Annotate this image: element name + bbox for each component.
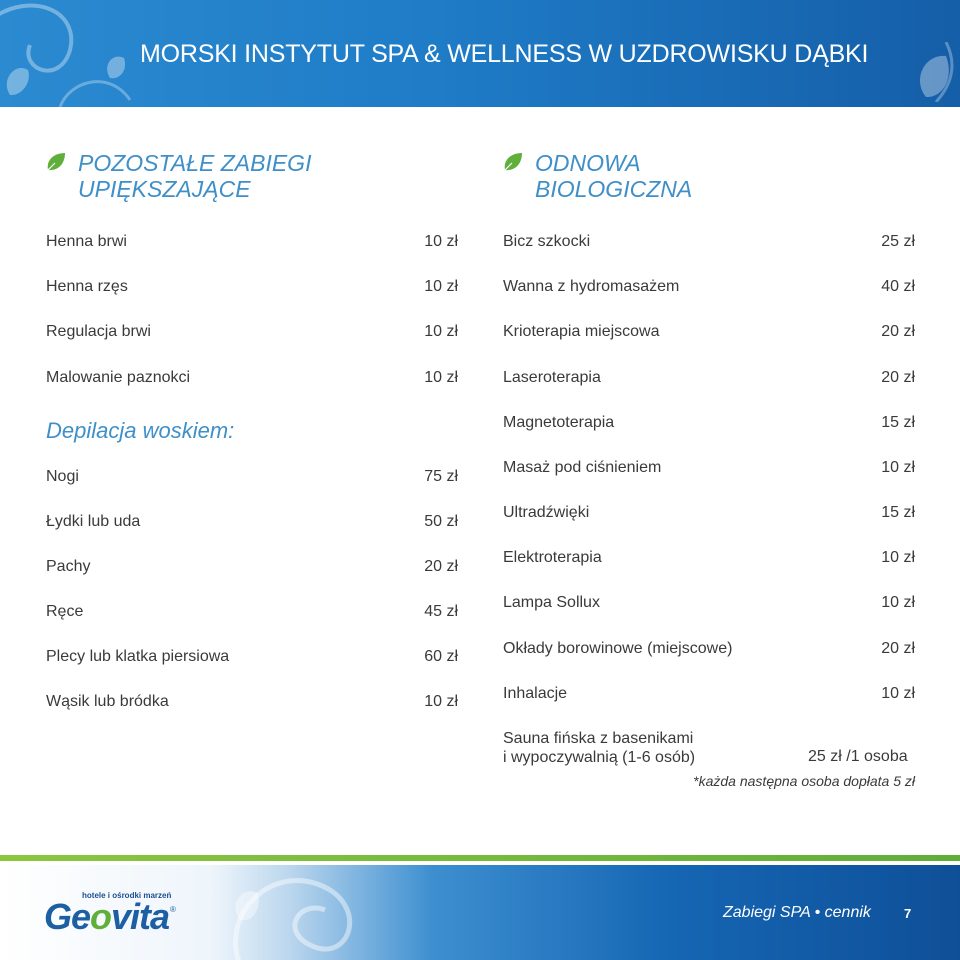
item-name: Laseroterapia (503, 369, 601, 386)
item-price: 10 zł (424, 369, 458, 386)
list-item (46, 690, 458, 714)
list-item (503, 591, 915, 615)
item-name: Ultradźwięki (503, 504, 590, 521)
logo-tagline: hotele i ośrodki marzeń (82, 891, 172, 900)
item-price: 25 zł (881, 233, 915, 250)
page-header (0, 0, 960, 107)
item-name: Lampa Sollux (503, 594, 600, 611)
leaf-icon (46, 152, 66, 172)
page-title: MORSKI INSTYTUT SPA & WELLNESS W UZDROWISKU DĄBKI (140, 40, 869, 68)
item-name: Pachy (46, 558, 91, 575)
item-name: Masaż pod ciśnieniem (503, 459, 662, 476)
item-name: Łydki lub uda (46, 513, 141, 530)
list-item (46, 320, 458, 344)
item-name: Plecy lub klatka piersiowa (46, 648, 230, 665)
list-item (503, 230, 915, 254)
item-name: Nogi (46, 468, 79, 485)
list-item (503, 546, 915, 570)
item-name: Henna rzęs (46, 278, 128, 295)
section-title: POZOSTAŁE ZABIEGI UPIĘKSZAJĄCE (78, 150, 312, 202)
list-item (46, 230, 458, 254)
item-price: 20 zł (424, 558, 458, 575)
sauna-note: *każda następna osoba dopłata 5 zł (693, 773, 915, 789)
logo-text-start: Ge (44, 896, 91, 937)
section-heading-beauty (46, 150, 338, 202)
list-item (503, 637, 915, 661)
item-price: 40 zł (881, 278, 915, 295)
item-price: 10 zł (424, 233, 458, 250)
item-price: 10 zł (881, 685, 915, 702)
item-price: 10 zł (881, 549, 915, 566)
section-heading-biological-renewal (503, 150, 715, 202)
logo-text-end: vita (111, 896, 170, 937)
item-price: 10 zł (424, 278, 458, 295)
item-price: 45 zł (424, 603, 458, 620)
list-item (46, 645, 458, 669)
list-item (46, 465, 458, 489)
list-item (46, 555, 458, 579)
logo-text-o: o (90, 896, 112, 937)
decorative-swirl-icon (200, 865, 440, 960)
item-name: Wąsik lub bródka (46, 693, 169, 710)
item-name: Ręce (46, 603, 84, 620)
item-price: 15 zł (881, 414, 915, 431)
item-name: Elektroterapia (503, 549, 602, 566)
item-price: 20 zł (881, 640, 915, 657)
item-name: Krioterapia miejscowa (503, 323, 660, 340)
list-item (503, 682, 915, 706)
sauna-line-2: i wypoczywalnią (1-6 osób) (503, 749, 696, 766)
item-price: 10 zł (881, 594, 915, 611)
list-item (503, 275, 915, 299)
logo-registered-mark: ® (170, 905, 176, 914)
item-price: 10 zł (424, 693, 458, 710)
leaf-icon (916, 42, 956, 102)
item-name: Malowanie paznokci (46, 369, 191, 386)
item-name: Henna brwi (46, 233, 127, 250)
list-item (46, 366, 458, 390)
item-price: 15 zł (881, 504, 915, 521)
waxing-subheading: Depilacja woskiem: (46, 418, 235, 443)
item-name: Magnetoterapia (503, 414, 615, 431)
item-price: 20 zł (881, 369, 915, 386)
list-item (503, 320, 915, 344)
item-price: 50 zł (424, 513, 458, 530)
sauna-line-1: Sauna fińska z basenikami (503, 730, 694, 747)
footer-stripe (0, 855, 960, 861)
item-name: Wanna z hydromasażem (503, 278, 680, 295)
item-price: 20 zł (881, 323, 915, 340)
list-item (46, 510, 458, 534)
list-item (46, 275, 458, 299)
item-name: Bicz szkocki (503, 233, 591, 250)
brand-logo (44, 896, 169, 938)
item-price: 10 zł (881, 459, 915, 476)
list-item (503, 411, 915, 435)
list-item (503, 501, 915, 525)
footer-label: Zabiegi SPA • cennik (723, 904, 871, 921)
list-item (46, 600, 458, 624)
list-item (503, 366, 915, 390)
leaf-icon (503, 152, 523, 172)
item-name: Okłady borowinowe (miejscowe) (503, 640, 733, 657)
item-name: Inhalacje (503, 685, 568, 702)
item-price: 75 zł (424, 468, 458, 485)
item-price: 60 zł (424, 648, 458, 665)
sauna-price: 25 zł /1 osoba (808, 748, 908, 765)
decorative-swirl-icon (0, 0, 135, 107)
item-price: 10 zł (424, 323, 458, 340)
page-number: 7 (904, 906, 912, 921)
section-title: ODNOWA BIOLOGICZNA (535, 150, 693, 202)
item-name: Regulacja brwi (46, 323, 151, 340)
list-item (503, 456, 915, 480)
